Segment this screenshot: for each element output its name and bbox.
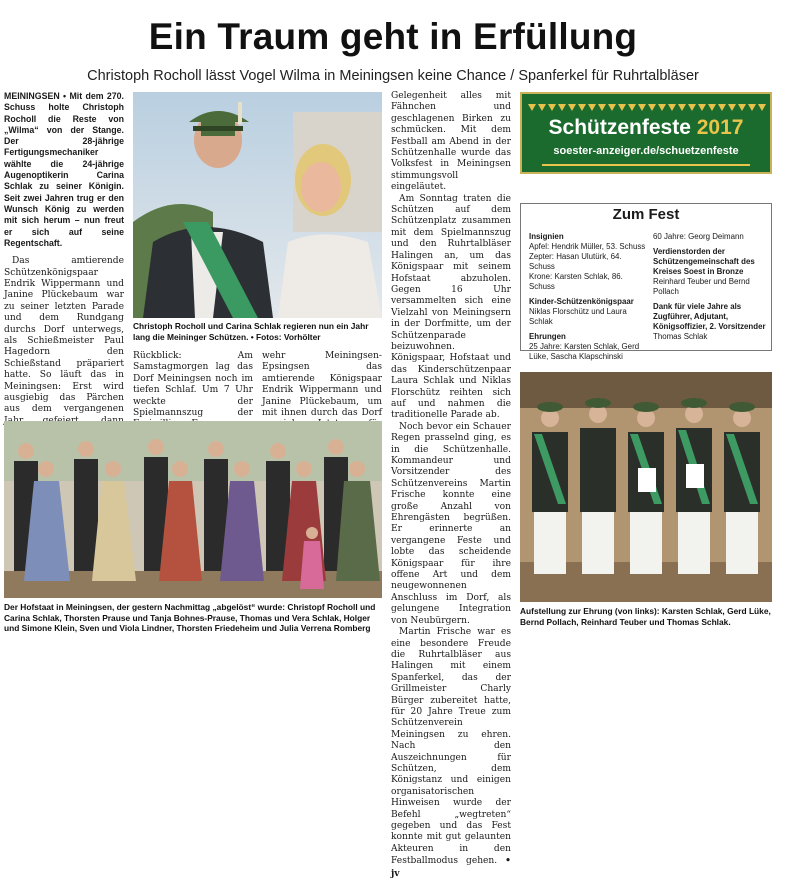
body-paragraph: Gelegenheit alles mit Fähnchen und geschlagenen Birken zu schmücken. Mit dem Festball am Abend in der Schützenhalle wurde das Volksfest in Meiningsen stimmungsvoll eingeläutet.: [391, 91, 511, 193]
photo-caption-ehrung: Aufstellung zur Ehrung (von links): Karsten Schlak, Gerd Lüke, Bernd Pollach, Reinhard Teuber und Thomas Schlak.: [520, 606, 771, 627]
info-section: [529, 332, 647, 362]
info-line: Niklas Florschütz und Laura Schlak: [529, 307, 627, 326]
info-section: [529, 297, 647, 327]
info-heading: Kinder-Schützenkönigspaar: [529, 297, 634, 306]
column-3: wehr Meiningsen-Epsingsen das amtierende Königspaar Endrik Wippermann und Janine Plückebaum, um mit ihnen durch das Dorf: [262, 351, 382, 419]
lead-paragraph: [4, 91, 124, 249]
info-heading: Insignien: [529, 232, 564, 241]
hofstaat-image: [4, 421, 382, 598]
column-2: Rückblick: Am Samstagmorgen lag das Dorf Meiningsen noch im tiefen Schlaf. Um 7 Uhr weckte der Spielmannszug der: [133, 351, 253, 419]
schuetzenfeste-banner[interactable]: [520, 92, 772, 174]
photo-ehrung: [520, 372, 772, 602]
photo-caption-couple: Christoph Rocholl und Carina Schlak regieren nun ein Jahr lang die Meininger Schützen. • Fotos: Vorhölter: [133, 321, 369, 342]
banner-title: Schützenfeste 2017: [548, 116, 744, 139]
info-left-column: [529, 232, 647, 367]
info-line: Apfel: Hendrik Müller, 53. Schuss: [529, 242, 646, 251]
info-heading: Dank für viele Jahre als Zugführer, Adjutant, Königsoffizier, 2. Vorsitzender: [653, 302, 766, 331]
dateline: MEININGSEN: [4, 91, 60, 101]
info-line: Reinhard Teuber und Bernd Pollach: [653, 277, 750, 296]
photo-caption-hofstaat: Der Hofstaat in Meiningsen, der gestern Nachmittag „abgelöst“ wurde: Christopf Rocholl und Carina Schlak, Thorsten Prause und Tanja Bohnes-Prause, Thomas und Vera Schlak, Holger und Simone Klein, Sven und Viola Lindner, Thorsten Friedeheim und Julia Verrena Romberg: [4, 602, 376, 634]
info-line: Thomas Schlak: [653, 332, 708, 341]
lead-text: • Mit dem 270. Schuss holte Christoph Rocholl die Reste von „Wilma“ von der Stange. Der 28-jährige Fertigungsmechaniker wählte die 24-jährige Augenoptikerin Carina Schlak zu seiner Königin. Seit zwei Jahren trug er den Wunsch König zu werden mit sich herum – nun freut er sich auf seine Regentschaft.: [4, 91, 124, 248]
royal-couple-image: [133, 92, 382, 318]
body-paragraph: Das amtierende Schützenkönigspaar Endrik Wippermann und Janine Plückebaum war zu seiner letzten Parade und dem Rundgang durchs Dorf unterwegs, als Schießmeister Paul Hagedorn den Schießstand präpariert hatte. So läuft das in Meiningsen: Erst wird ausgiebig das Pärchen aus dem vergangenen: [4, 256, 124, 415]
info-line: Krone: Karsten Schlak, 86. Schuss: [529, 272, 623, 291]
body-paragraph: Martin Frische war es eine besondere Freude die Ruhrtalbläser aus Halingen mit einem Spanferkel, das der Grillmeister Charly Bürger zubereitet hatte, für 20 Jahre Treue zum Schützenverein Meiningsen zu ehren. Nach den Auszeichnungen für Schützen, dem Königstanz und einigen organisatorischen Hinweisen wurde der Befehl „wegtreten“ gegeben und das Fest konnte mit gut gelaunten Akteuren in den Festballmodus gehen. • jv: [391, 627, 511, 879]
info-box-title: Zum Fest: [612, 206, 680, 223]
info-heading: Verdienstorden der Schützengemeinschaft des Kreises Soest in Bronze: [653, 247, 755, 276]
info-line: 60 Jahre: Georg Deimann: [653, 232, 744, 241]
banner-url[interactable]: soester-anzeiger.de/schuetzenfeste: [553, 145, 739, 157]
ehrung-image: [520, 372, 772, 602]
author-signature: • jv: [391, 855, 511, 879]
photo-hofstaat: [4, 421, 382, 598]
article-headline: Ein Traum geht in Erfüllung: [148, 16, 638, 57]
photo-royal-couple: [133, 92, 382, 318]
bunting-decoration: [528, 96, 768, 115]
info-section: [653, 247, 767, 297]
banner-divider: [542, 164, 750, 166]
info-section: [529, 232, 647, 292]
body-paragraph: Am Sonntag traten die Schützen auf dem Schützenplatz zusammen mit dem Spielmannszug und den Ruhrtalbläser Halingen an, um das Königspaar mit seinem Hofstaat abzuholen. Gegen 16 Uhr versammelten sich eine Vielzahl von Meiningsern in der Dorfmitte, um der Schützenparade beizuwohnen. Königspaar, Hofstaat und das Kinderschützenpaar Laura Schlak und Niklas Florschütz reihten sich auf und nahmen die traditionelle Parade ab.: [391, 193, 511, 421]
info-line: Zepter: Hasan Ulutürk, 64. Schuss: [529, 252, 622, 271]
info-section: [653, 302, 767, 342]
info-heading: Ehrungen: [529, 332, 566, 341]
article-subheadline: Christoph Rocholl lässt Vogel Wilma in Meiningsen keine Chance / Spanferkel für Ruhrtalbläser: [87, 68, 699, 84]
column-4: [391, 91, 511, 880]
banner-year: 2017: [696, 116, 744, 139]
body-paragraph: Noch bevor ein Schauer Regen prasselnd ging, es in die Schützenhalle. Kommandeur und Vorsitzender des Schützenvereins Martin Frische konnte eine große Anzahl von Ehrengästen begrüßen. Er erinnerte an vergangene Feste und lobte das scheidende Königspaar für ihre offene Art und dem neugewonnenen Anschluss im Dorf, als gelungene Integration von Neubürgern.: [391, 421, 511, 626]
info-line: 25 Jahre: Karsten Schlak, Gerd Lüke, Sascha Klapschinski: [529, 342, 640, 361]
info-section: [653, 232, 767, 242]
info-box-zum-fest: [520, 203, 772, 361]
info-right-column: [653, 232, 767, 347]
